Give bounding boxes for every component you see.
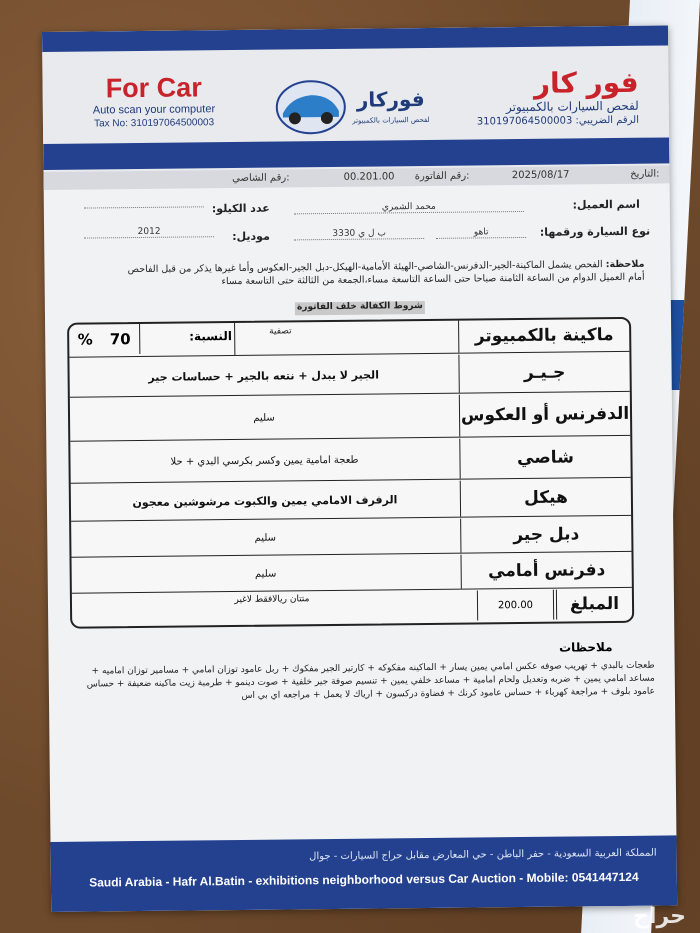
invoice-label: رقم الفاتورة: <box>414 170 470 183</box>
invoice-footer <box>50 835 677 912</box>
customer-name-label: اسم العميل: <box>572 197 640 212</box>
row-value: الرفرف الامامي يمين والكبوت مرشوشين معجون <box>132 492 398 509</box>
plate-value: ب ل ي 3330 <box>294 228 424 240</box>
date-value: 2025/08/17 <box>511 169 570 182</box>
row-value: سليم <box>254 568 277 580</box>
remarks-body: طعجات بالبدي + تهريب صوفه عكس امامي يمين يسار + الماكينه مفكوكه + كارتير الجير مفكوك + ربل عامود توزان امامي + مسامير توزان اماميه + مساعد امامي يمين + ضربه وتعديل ولحام امامية + مساعد خلفي يمين + تنسيم صوفة جير خلفية + صوت دينمو + طرمبة زيت ماكينه ضعيفة + حساس عامود بلوف + مراجعة كهرباء + حساس عامود كرنك + فضاوة دركسون + ارياك لا يعمل + مراجعه اي بي اس <box>86 660 655 701</box>
row-label: شاصي <box>459 437 630 479</box>
row-label: الدفرنس أو العكوس <box>459 393 630 437</box>
row-value: سليم <box>254 532 277 544</box>
invoice-value: 00.201.00 <box>343 171 395 183</box>
amount-value: 200.00 <box>477 590 554 621</box>
ratio-separator <box>234 323 235 355</box>
logo-subtext: لفحص السيارات بالكمبيوتر <box>352 115 430 125</box>
row-value: طعجة امامية يمين وكسر بكرسي البدي + حلا <box>170 454 359 468</box>
row-label: هيكل <box>460 479 631 517</box>
row-label: دفرنس أمامي <box>460 553 631 589</box>
brand-name-en: For Car <box>105 72 202 104</box>
table-row <box>71 479 631 522</box>
note-label: ملاحظة: <box>605 258 645 271</box>
tax-number-en: Tax No: 310197064500003 <box>94 117 215 130</box>
brand-arabic <box>476 66 639 128</box>
table-row <box>72 553 632 594</box>
date-label: التاريخ: <box>630 168 660 180</box>
table-row <box>69 353 629 398</box>
model-value: 2012 <box>84 226 214 238</box>
table-row <box>70 393 630 442</box>
inspection-table <box>67 317 634 629</box>
table-row-amount <box>72 589 632 625</box>
percent-value: 70 <box>109 330 131 349</box>
header-bottom-stripe <box>43 137 669 170</box>
row-label: جـيـر <box>458 353 629 393</box>
footer-address-en: Saudi Arabia - Hafr Al.Batin - exhibitions neighborhood versus Car Auction - Mobile: 0541447124 <box>89 869 639 890</box>
engine-label: ماكينة بالكمبيوتر <box>458 319 629 353</box>
customer-name-value: محمد الشمري <box>294 201 524 214</box>
warranty-terms: شروط الكفالة خلف الفاتورة <box>295 301 425 315</box>
table-row <box>71 517 631 558</box>
footer-address-ar: المملكة العربية السعودية - حفر الباطن - حي المعارض مقابل حراج السيارات - جوال <box>309 847 657 863</box>
car-type-label: نوع السيارة ورقمها: <box>539 224 651 239</box>
brand-name-ar: فور كار <box>533 65 639 100</box>
ratio-label: النسبة: <box>189 329 232 344</box>
row-value: سليم <box>253 412 275 424</box>
km-value <box>84 206 204 208</box>
invoice-header <box>42 25 669 172</box>
inspection-note <box>84 258 644 290</box>
percent-box <box>69 324 140 355</box>
chassis-label: رقم الشاصي: <box>232 172 290 185</box>
brand-subtitle-en: Auto scan your computer <box>92 103 216 117</box>
brand-subtitle-ar: لفحص السيارات بالكمبيوتر <box>505 98 639 115</box>
tax-number-ar: الرقم الضريبي: 310197064500003 <box>476 114 640 128</box>
car-logo <box>270 70 441 140</box>
percent-sign: % <box>77 330 93 349</box>
site-watermark: حراج <box>633 904 686 929</box>
car-type-value: تاهو <box>436 227 526 239</box>
clean-label: تصفية <box>269 326 292 337</box>
brand-english <box>92 72 215 129</box>
row-label: دبل جير <box>460 517 631 553</box>
note-line-1: الفحص يشمل الماكينة-الجير-الدفرنس-الشاصي-الهيئة الأمامية-الهيكل-دبل الجير-العكوس وأما غيرها يذكر من قبل الفاحص <box>127 259 603 276</box>
km-label: عدد الكيلو: <box>211 201 270 216</box>
logo-text: فوركار <box>356 86 425 112</box>
invoice-paper <box>42 25 677 912</box>
row-value: الجير لا يبدل + نتعه بالجير + حساسات جير <box>148 367 379 384</box>
model-label: موديل: <box>232 229 270 244</box>
remarks-title: ملاحظات <box>558 640 613 655</box>
amount-words: متتان ريالافقط لاغير <box>234 594 310 606</box>
table-row-engine <box>69 319 629 358</box>
table-row <box>70 437 630 484</box>
note-line-2: أمام العميل الدوام من الساعة الثامنة صباحا حتى الساعة التاسعة مساء،الجمعة من الثالثة حتى التاسعة مساء <box>221 271 645 288</box>
amount-label: المبلغ <box>556 589 632 620</box>
